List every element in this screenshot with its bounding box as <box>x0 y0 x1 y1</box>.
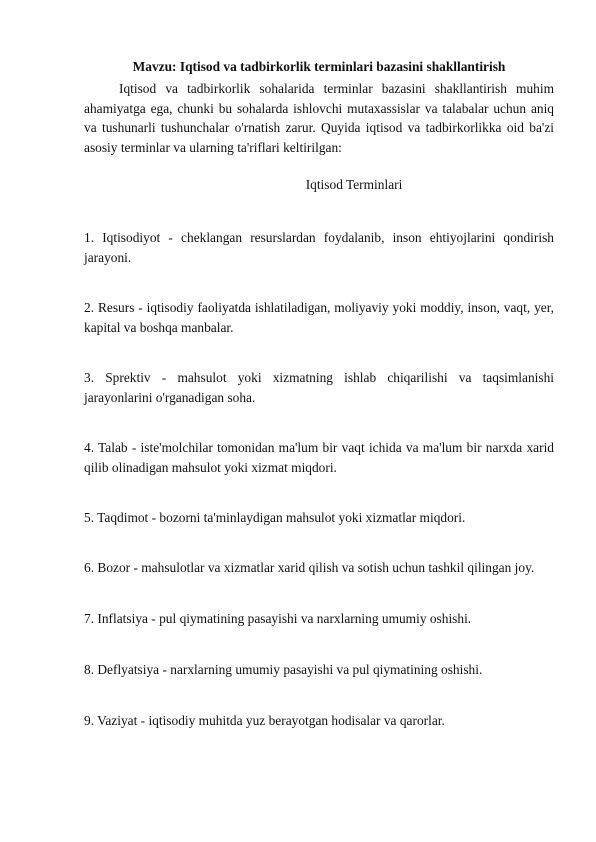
term-item-7: 7. Inflatsiya - pul qiymatining pasayishi va narxlarning umumiy oshishi. <box>84 611 472 626</box>
term-item-5: 5. Taqdimot - bozorni ta'minlaydigan mahsulot yoki xizmatlar miqdori. <box>84 510 466 525</box>
term-item-6: 6. Bozor - mahsulotlar va xizmatlar xarid qilish va sotish uchun tashkil qilingan joy. <box>84 560 535 575</box>
term-item-1: 1. Iqtisodiyot - cheklangan resurslardan foydalanib, inson ehtiyojlarini qondirish jarayoni. <box>84 230 554 265</box>
term-item-9: 9. Vaziyat - iqtisodiy muhitda yuz berayotgan hodisalar va qarorlar. <box>84 713 445 728</box>
section-heading: Iqtisod Terminlari <box>305 177 403 192</box>
term-item-4: 4. Talab - iste'molchilar tomonidan ma'lum bir vaqt ichida va ma'lum bir narxda xarid qilib olinadigan mahsulot yoki xizmat miqdori. <box>84 440 554 475</box>
term-item-8: 8. Deflyatsiya - narxlarning umumiy pasayishi va pul qiymatining oshishi. <box>84 662 483 677</box>
term-item-3: 3. Sprektiv - mahsulot yoki xizmatning ishlab chiqarilishi va taqsimlanishi jarayonlarini o'rganadigan soha. <box>84 370 554 405</box>
intro-paragraph: Iqtisod va tadbirkorlik sohalarida terminlar bazasini shakllantirish muhim ahamiyatga ega, chunki bu sohalarda ishlovchi mutaxassislar va talabalar uchun aniq va tushunarli tushunchalar o'rnatish zarur. Quyida iqtisod va tadbirkorlikka oid ba'zi asosiy terminlar va ularning ta'riflari keltirilgan: <box>84 81 554 155</box>
term-item-2: 2. Resurs - iqtisodiy faoliyatda ishlatiladigan, moliyaviy yoki moddiy, inson, vaqt, yer, kapital va boshqa manbalar. <box>84 300 554 335</box>
document-title: Mavzu: Iqtisod va tadbirkorlik terminlari bazasini shakllantirish <box>132 59 506 74</box>
